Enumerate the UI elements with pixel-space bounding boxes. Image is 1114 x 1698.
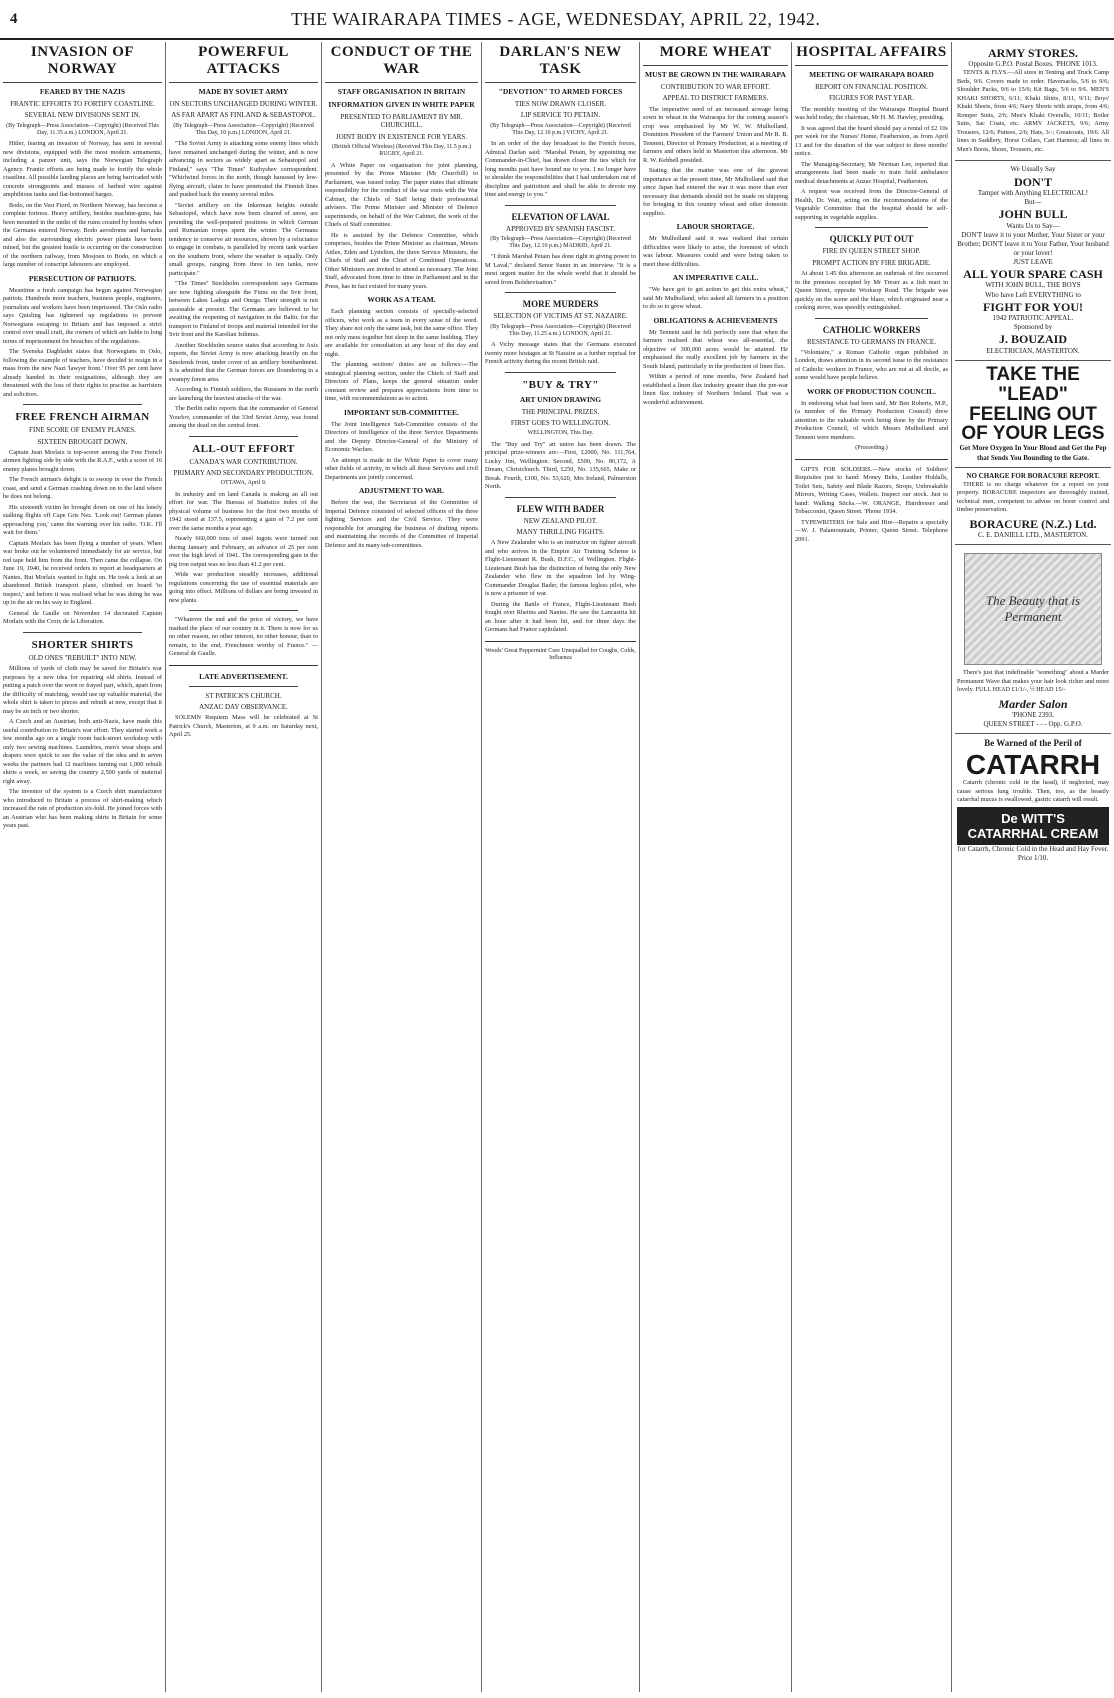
article-paragraph: According to Finnish soldiers, the Russians in the north are launching the heaviest attacks of the war.: [169, 386, 318, 402]
subheading: TIES NOW DRAWN CLOSER.: [514, 100, 607, 108]
ad-catarrh: [955, 734, 1111, 867]
article-paragraph: "We have got to get action to get this extra wheat," said Mr Mulholland, who asked all farmers in a position to do so to grow wheat.: [643, 286, 788, 311]
ad-line: Who have Left EVERYTHING to: [985, 290, 1081, 299]
article-paragraph: His sixteenth victim he brought down on one of his lonely stalking flights off Cape Gris Nez. 'Look out! German planes approaching you,' came the warning over his radio. 'O.K. I'll wait for them.': [3, 503, 162, 537]
section-heading: IMPORTANT SUB-COMMITTEE.: [344, 407, 459, 417]
column-conduct-of-the-war: [322, 42, 482, 1692]
headline: CATHOLIC WORKERS: [822, 324, 921, 335]
article-paragraph: A Czech and an Austrian, both anti-Nazis, have made this useful contribution to Britain's war effort. They started work a few months ago on a single room back-street workshop with only two sewing machines. Laundries, men's wear shops and drapers were quick to see the value of the idea and in seven weeks the partners had 12 machines turning out 1,000 rebuilt shirts a week, so saving the country 2,500 yards of material right away.: [3, 718, 162, 785]
ad-line: J. BOUZAID: [998, 332, 1067, 347]
article-paragraph: The Svenska Dagbladet states that Norwegians in Oslo, following the example of teachers, have decided to resign in a mass from the new Nazi 'lawyer front.' Over 95 per cent have already handed in their resignations, although they are threatened with the loss of their rights to practise as barristers and solicitors.: [3, 348, 162, 398]
section-heading: ADJUSTMENT TO WAR.: [358, 486, 445, 496]
article-paragraph: Captain Morlaix has been flying a number of years. When war broke out he volunteered immediately for air service, but red tape held him from the front. Then came the collapse. On June 19, 1940, he received orders to report at headquarters at Nantes. But Morlaix wanted to fight on. He took a look at an abandoned British transport plane, climbed on board 'to inspect,' and before it was realised what he was doing he was up in the air on his way to England.: [3, 539, 162, 607]
article-paragraph: Wide war production steadily increases, additional regulations concerning the use of essential materials are going into effect. Millions of dollars are being invested in new plants.: [169, 571, 318, 604]
dateline: (By Telegraph—Press Association—Copyright) (Received This Day, 11.25 a.m.) LONDON, April 21.: [490, 323, 631, 337]
ad-brand: [957, 807, 1109, 845]
ad-line: Tamper with Anything ELECTRICAL!: [977, 188, 1089, 197]
article-paragraph: The Berlin radio reports that the commander of General Yourlov, commander of the 33rd Soviet Army, was found among the dead on the central front.: [169, 405, 318, 430]
article-paragraph: A Vichy message states that the Germans executed twenty more hostages at St Nazaire as a further reprisal for French activity during the recent British raid.: [485, 341, 636, 366]
article-paragraph: The Joint Intelligence Sub-Committee consists of the Directors of Intelligence of the three Service Departments and the Deputy Director-General of the Ministry of Economic Warfare.: [325, 420, 478, 454]
section-heading: PERSECUTION OF PATRIOTS.: [28, 273, 137, 283]
subheading: CANADA'S WAR CONTRIBUTION.: [189, 457, 298, 466]
headline: HOSPITAL AFFAIRS: [795, 42, 948, 66]
article-paragraph: At about 1.45 this afternoon an outbreak of fire occurred in the premises occupied by Mr Treser as a fish mart in Queen Street, opposite Worksop Road. The brigade was quickly on the scene and the blaze, which originated near a cooking stove, was speedily extinguished.: [795, 270, 948, 312]
ad-line: DON'T leave it to your Mother, Your Sister or your Brother; DON'T leave it to Your Father, Your husband or your lover!: [957, 230, 1109, 257]
article-paragraph: "I think Marshal Petain has done right in giving power to M Laval," declared Senor Suner in an interview. "It is a most urgent matter for the whole world that it should be saved from Bolshevisation.": [485, 253, 636, 286]
article-paragraph: Meantime a fresh campaign has begun against Norwegian patriots. Hundreds more teachers, business people, engineers, journalists and workers have been imprisoned. The Oslo radio says Quisling has tightened up regulations to prevent Norwegians escaping to Britain and has imposed a strict control over small craft, the owners of which are liable to long terms of imprisonment for breaches of the regulations.: [3, 286, 162, 345]
divider: [815, 318, 928, 319]
headline: SHORTER SHIRTS: [31, 638, 134, 651]
proceeding-note: (Proceeding.): [855, 445, 888, 452]
subheading: APPEAL TO DISTRICT FARMERS.: [662, 94, 769, 103]
ad-address: QUEEN STREET - - - Opp. G.P.O.: [983, 720, 1083, 729]
brand-name: De WITT'S CATARRHAL CREAM: [967, 810, 1099, 841]
section-heading: LATE ADVERTISEMENT.: [199, 671, 288, 681]
subheading: PROMPT ACTION BY FIRE BRIGADE.: [812, 258, 931, 267]
article-paragraph: Another Stockholm source states that according to Axis reports, the Soviet Army is now attacking heavily on the Smolensk front, under cover of an artillery bombardment. It is admitted that the German forces are floundering in a swampy forest area.: [169, 341, 318, 383]
classified-ad: TYPEWRITERS for Sale and Hire—Repairs a specialty—W. J. Palamountain, Printer, Queen Street. Telephone 2091.: [795, 518, 948, 543]
article-paragraph: "Volontaire," a Roman Catholic organ published in London, draws attention in its second issue to the resistance of Catholic workers in France, who are not at all docile, as some would have people believe.: [795, 348, 948, 382]
article-paragraph: During the Battle of France, Flight-Lieutenant Bush fought over Rheims and Nantes. He saw the Lancastria hit an hour after it had been hit, and for three days the Germans had France capitulated.: [485, 600, 636, 634]
notice-paragraph: SOLEMN Requiem Mass will be celebrated at St Patrick's Church, Masterton, at 9 a.m. on Saturday next, April 25.: [169, 714, 318, 739]
subheading: ST PATRICK'S CHURCH.: [205, 691, 282, 700]
subheading: MUST BE GROWN IN THE WAIRARAPA: [645, 70, 786, 79]
divider: [505, 372, 616, 373]
article-paragraph: Captain Jean Morlaix is top-scorer among the Free French airmen fighting side by side with the R.A.F., with a score of 16 enemy planes brought down.: [3, 448, 162, 473]
divider: [189, 610, 298, 611]
divider: [815, 227, 928, 228]
dateline: WELLINGTON, This Day.: [527, 430, 594, 437]
divider: [189, 436, 298, 437]
subheading: MANY THRILLING FIGHTS.: [516, 528, 605, 537]
ad-footer: for Catarrh, Chronic Cold in the Head and Hay Fever. Price 1/10.: [957, 844, 1109, 862]
divider: [485, 641, 636, 642]
divider: [795, 459, 948, 460]
article-paragraph: He is assisted by the Defence Committee, which comprises, besides the Prime Minister as chairman, Messrs Attlee, Eden and Lyttelton, the three Service Ministers, the Chiefs of Staff and the Chief of Combined Operations. Other Ministers are invited to attend as necessary. The Joint Staff, advocated from time to time in Parliament and in the Press, has in fact existed for many years.: [325, 231, 478, 290]
article-paragraph: Stating that the matter was one of the gravest importance at the present time, Mr Mulholland said that since Japan had entered the war it was more than ever necessary that demands should not be made on shipping for bringing to this country wheat and other domestic supplies.: [643, 167, 788, 217]
column-more-wheat: [640, 42, 792, 1692]
subheading: INFORMATION GIVEN IN WHITE PAPER: [328, 100, 475, 109]
ad-line: JUST LEAVE: [1013, 257, 1053, 266]
ad-title: NO CHARGE FOR BORACURE REPORT.: [966, 471, 1100, 480]
column-hospital-affairs: [792, 42, 952, 1692]
masthead: [0, 0, 1114, 40]
headline: MORE WHEAT: [643, 42, 788, 66]
article-paragraph: It was agreed that the board should pay a rental of £2 10s per week for the Nurses' Home, Featherston, as from April 13 and for the duration of the war subject to three months' notice.: [795, 124, 948, 158]
article-paragraph: The French airman's delight is to swoop in over the French coast, and send a German crashing down on to the land where he does not belong.: [3, 476, 162, 501]
ad-brand: BORACURE (N.Z.) Ltd.: [969, 516, 1097, 531]
dateline: OTTAWA, April 9.: [220, 480, 267, 487]
article-paragraph: Each planning section consists of specially-selected officers, who work as a team in every sense of the word. They share not only the same task, but the same office. They not only mess together but sleep in the same building. They are available for consultation at any hour of the day and night.: [325, 308, 478, 358]
ad-line: ELECTRICIAN, MASTERTON.: [986, 346, 1080, 355]
ad-line: But—: [1024, 198, 1042, 207]
ad-line: Wants Us to Say—: [1006, 221, 1060, 230]
article-paragraph: "The Times" Stockholm correspondent says Germans are now fighting alongside the Finns on the Svir front, between Lakes Ladoga and Onega. Their strength is not assessable at present. The Germans are believed to be awaiting the reopening of navigation in the Baltic for the transport to Finland of troops and material intended for the Svir front and the Karelian Isthmus.: [169, 280, 318, 339]
ad-marder-salon: [955, 545, 1111, 734]
dateline: (By Telegraph—Press Association—Copyright) (Received This Day, 12.10 p.m.) VICHY, April 21.: [490, 122, 631, 136]
article-paragraph: Before the war, the Secretariat of the Committee of Imperial Defence consisted of selected officers of the three fighting Services and the Civil Service. They were responsible for arranging the business of drafting reports and maintaining the records of the Committee of Imperial Defence and its many sub-committees.: [325, 499, 478, 549]
subheading: FIRST GOES TO WELLINGTON.: [510, 419, 611, 428]
subheading: FINE SCORE OF ENEMY PLANES.: [29, 426, 136, 435]
article-paragraph: General de Gaulle on November 14 decorated Captain Morlaix with the Croix de la Liberation.: [3, 609, 162, 626]
article-paragraph: The imperative need of an increased acreage being sown in wheat in the Wairarapa for the coming season's crop was emphasised by Mr W. W. Mulholland, Dominion President of the Farmers' Union and Mr R. B. Tennent, Director of Primary Production, at a meeting of farmers and others held in Masterton this afternoon. Mr R. W. Kebbell presided.: [643, 105, 788, 164]
article-paragraph: A White Paper on organisation for joint planning, presented by the Prime Minister (Mr Churchill) to Parliament, was issued today. The paper states that ultimate responsibility for the conduct of the war rests with the War Cabinet, the Chiefs of Staff being their professional advisers. The Prime Minister and Minister of Defence superintends, on behalf of the War Cabinet, the work of the Chiefs of Staff committee.: [325, 161, 478, 229]
headline: DARLAN'S NEW TASK: [485, 42, 636, 83]
ad-text: Get More Oxygen In Your Blood and Get the Pep that Sends You Bounding to the Gate.: [959, 444, 1107, 462]
article-paragraph: Mr Tennent said he felt perfectly sure that when the farmers realised that wheat was all-essential, the objective of 300,000 acres would be attained. He emphasised the really excellent job by farmers in the South Island, particularly in the production of linen flax.: [643, 328, 788, 370]
subheading: NEW ZEALAND PILOT.: [523, 516, 598, 525]
article-paragraph: Hitler, fearing an invasion of Norway, has sent in several new divisions, equipped with the most modern armaments, including a panzer unit, says the Norwegian Telegraph Agency. Frantic efforts are being made to fortify the whole coastline. All possible landing places are being barricaded with concrete strongpoints and masses of barbed wire against amphibious tanks and flat-bottomed barges.: [3, 140, 162, 199]
article-paragraph: An attempt is made in the White Paper to cover many other fields of activity, in which all these Services and civil Departments are jointly concerned.: [325, 456, 478, 481]
divider: [505, 205, 616, 206]
ad-line: ALL YOUR SPARE CASH: [963, 267, 1103, 282]
column-advertisements: [952, 42, 1114, 1692]
section-heading: OBLIGATIONS & ACHIEVEMENTS: [653, 315, 778, 325]
ad-line: We Usually Say: [1010, 165, 1056, 174]
headline: FLEW WITH BADER: [516, 503, 605, 514]
article-paragraph: In endorsing what had been said, Mr Ben Roberts, M.P., (a member of the Primary Production Council) drew attention to the valuable work being done by the Primary Production Council, of which Messrs Mulholland and Tennent were members.: [795, 399, 948, 441]
dateline: (By Telegraph—Press Association—Copyright) (Received This Day, 10 p.m.) LONDON, April 21.: [173, 122, 314, 136]
ad-line: DON'T: [1013, 174, 1052, 189]
ad-text: There's just that indefinable "something" about a Marder Permanent Wave that makes your hair look richer and more lovely. FULL HEAD £1/1/-, ½ HEAD 15/-: [957, 669, 1109, 694]
headline: POWERFUL ATTACKS: [169, 42, 318, 83]
headline: ALL-OUT EFFORT: [192, 442, 295, 455]
article-paragraph: In an order of the day broadcast to the French forces, Admiral Darlan said: "Marshal Petain, by appointing me Commander-in-Chief, has drawn closer the ties which for long months past have bound me to you. I no longer have to shoulder the responsibilities that I had undertaken out of discipline and patriotism and shall be able to devote my time and energy to you.": [485, 140, 636, 199]
subheading: "DEVOTION" TO ARMED FORCES: [498, 87, 623, 96]
ad-title: TAKE THE "LEAD" FEELING OUT OF YOUR LEGS: [961, 363, 1105, 445]
subheading: FIRE IN QUEEN STREET SHOP.: [822, 247, 921, 256]
subheading: ANZAC DAY OBSERVANCE.: [199, 703, 288, 712]
dateline: (By Telegraph—Press Association—Copyright) (Received This Day, 11.35 a.m.) LONDON, April 21.: [6, 122, 159, 136]
section-heading: WORK AS A TEAM.: [367, 295, 436, 305]
ad-army-stores: [955, 42, 1111, 161]
subheading: ART UNION DRAWING: [519, 394, 602, 404]
headline: FREE FRENCH AIRMAN: [15, 411, 150, 424]
dateline: (British Official Wireless) (Received This Day, 11.5 p.m.) RUGBY, April 21.: [332, 144, 471, 158]
ad-salon-name: Marder Salon: [998, 696, 1068, 711]
ad-agent: C. E. DANIELL LTD., MASTERTON.: [978, 531, 1088, 540]
subheading: SEVERAL NEW DIVISIONS SENT IN.: [24, 111, 141, 120]
article-paragraph: A request was received from the Director-General of Health, Dr. Watt, acting on the recommendations of the Vegetable Committee that the hospital should be self-supporting in vegetable supplies.: [795, 188, 948, 221]
subheading: SIXTEEN BROUGHT DOWN.: [37, 437, 128, 446]
article-paragraph: The monthly meeting of the Wairarapa Hospital Board was held today, the chairman, Mr H. M. Hawley, presiding.: [795, 105, 948, 122]
ad-script-heading: The Beauty that is Permanent: [985, 593, 1081, 625]
ad-line: Sponsored by: [1013, 323, 1053, 332]
ad-john-bull-patriotic-appeal: [955, 161, 1111, 360]
ad-title: ARMY STORES.: [987, 46, 1079, 60]
subheading: FRANTIC EFFORTS TO FORTIFY COASTLINE.: [10, 100, 155, 108]
article-paragraph: Within a period of nine months, New Zealand had established a linen flax industry greater than the pre-war linen flax industry of Northern Ireland. That was a wonderful achievement.: [643, 373, 788, 406]
divider: [505, 292, 616, 293]
classified-ad: GIFTS FOR SOLDIERS.—New stocks of Soldiers' Requisites just to hand: Money Belts, Leather Holdalls, Toilet Sets, Safety and Blade Razors, Strops, Unbreakable Mirrors, Writing Cases, Wallets. Inspect our stock. Just to hand: Walking Sticks.—W. ORANGE, Hairdresser and Tobacconist, Queen Street. 'Phone 1934.: [795, 465, 948, 516]
subheading: PRIMARY AND SECONDARY PRODUCTION.: [173, 469, 314, 478]
newspaper-title: THE WAIRARAPA TIMES - AGE, WEDNESDAY, APRIL 22, 1942.: [291, 8, 821, 29]
subheading: RESISTANCE TO GERMANS IN FRANCE.: [807, 337, 936, 346]
divider: [23, 632, 142, 633]
headline: MORE MURDERS: [522, 299, 599, 310]
column-invasion-of-norway: [0, 42, 166, 1692]
ad-line: FIGHT FOR YOU!: [982, 299, 1083, 314]
footer-advert: Woods' Great Peppermint Cure Unequalled for Coughs, Colds, Influenza: [485, 647, 636, 662]
ad-boracure: [955, 468, 1111, 546]
ad-text: Catarrh (chronic cold in the head), if neglected, may cause serious lung trouble. Then, too, as the beastly catarrhal mucus is swallowed, gastric catarrh will result.: [957, 779, 1109, 804]
subheading: STAFF ORGANISATION IN BRITAIN: [337, 87, 466, 96]
subheading: MEETING OF WAIRARAPA BOARD: [809, 70, 934, 79]
subheading: AS FAR APART AS FINLAND & SEBASTOPOL.: [171, 111, 316, 120]
subheading: APPROVED BY SPANISH FASCIST.: [506, 224, 615, 233]
article-paragraph: The "Buy and Try" art union has been drawn. The principal prize-winners are:—First, £2000, No. 111,764, Lucky Jim, Wellington. Second, £500, No. 80,172, A Dream, Christchurch. Third, £250, No. 135,665, Make or Break. Fourth, £100, No. 53,620, Mrs Ireland, Palmerston North.: [485, 440, 636, 491]
column-powerful-attacks: [166, 42, 322, 1692]
quotation: "Whatever the end and the price of victory, we have marked the place of our country in it. There is now for us no other reason, no other interest, no other honour, than to remain, to the end, Frenchmen worthy of France." —General de Gaulle.: [169, 616, 318, 658]
subheading: CONTRIBUTION TO WAR EFFORT.: [660, 83, 771, 91]
article-paragraph: A New Zealander who is an instructor on fighter aircraft and who arrives in the Empire Air Training Scheme is Flight-Lieutenant R. Bush, D.F.C., of Wellington. Flight-Lieutenant Bush has the distinction of being the only New Zealander who flew in the squadron led by Wing-Commander Douglas Bader, the famous legless pilot, who is now a prisoner of war.: [485, 539, 636, 598]
divider: [169, 665, 318, 666]
hair-illustration: [964, 553, 1103, 665]
article-paragraph: Mr Mulholland said it was realised that certain difficulties were likely to arise, the foremost of which was labour. Measures could and were being taken to meet these difficulties.: [643, 235, 788, 268]
subheading: THE PRINCIPAL PRIZES.: [521, 407, 600, 416]
headline: QUICKLY PUT OUT: [829, 234, 914, 245]
section-heading: LABOUR SHORTAGE.: [676, 222, 755, 232]
headline: "BUY & TRY": [522, 378, 599, 391]
article-paragraph: "The Soviet Army is attacking some enemy lines which have remained unchanged during the winter, and is now advancing in sectors as widely apart as Sebastopol and Finland," says "The Times" Kuibyshev correspondent. "Whirlwind forces in the north, though harassed by low-flying aircraft, claim to have penetrated the Finnish lines and pushed back the enemy several miles.: [169, 140, 318, 199]
ad-title: Be Warned of the Peril of: [984, 738, 1082, 749]
subheading: JOINT BODY IN EXISTENCE FOR YEARS.: [335, 132, 468, 141]
article-paragraph: The inventor of the system is a Czech shirt manufacturer who introduced to Britain a process of shirt-making which increased the rate of production six-fold. He joined forces with an Austrian who has been making shirts in Britain for some years past.: [3, 788, 162, 830]
article-paragraph: The Managing-Secretary, Mr Norman Lee, reported that arrangements had been made to train field ambulance medical detachments at Anzac Hospital, Featherston.: [795, 160, 948, 185]
dateline: (By Telegraph—Press Association—Copyright) (Received This Day, 12.10 p.m.) MADRID, April 21.: [490, 236, 631, 250]
subheading: FEARED BY THE NAZIS: [39, 87, 126, 96]
subheading: REPORT ON FINANCIAL POSITION.: [815, 83, 928, 91]
article-paragraph: "Soviet artillery on the Inkerman heights outside Sebastopol, which have now been cleared of snow, are pounding the well-prepared positions in which German and Rumanian troops spent the winter. The Germans tendency to conserve air resources, shown by a reluctance to engage in combats, is paralleled by recent tank warfare on the southern front, where the weather is squally. Only small groups, ranging from three to ten tanks, now participate.": [169, 201, 318, 277]
subheading: OLD ONES "REBUILT" INTO NEW.: [28, 653, 137, 662]
divider: [505, 497, 616, 498]
subheading: SELECTION OF VICTIMS AT ST. NAZAIRE.: [493, 312, 628, 321]
section-heading: AN IMPERATIVE CALL.: [672, 273, 759, 283]
ad-subtitle: Opposite G.P.O. Postal Boxes. 'PHONE 1013.: [968, 60, 1098, 69]
article-paragraph: In industry and on land Canada is making an all out effort for war. The Bureau of Statistics index of the physical volume of business for the first two months of 1942 stood at 137.5, representing a gain of 7.2 per cent over the same months a year ago.: [169, 490, 318, 532]
subheading: ON SECTORS UNCHANGED DURING WINTER.: [169, 100, 318, 108]
ad-title: CATARRH: [965, 748, 1101, 780]
newspaper-page: [0, 42, 1114, 1692]
subheading: LIP SERVICE TO PETAIN.: [520, 111, 601, 120]
page-number: 4: [10, 10, 18, 27]
ad-line: JOHN BULL: [998, 207, 1068, 222]
subheading: FIGURES FOR PAST YEAR.: [829, 94, 914, 103]
headline: ELEVATION OF LAVAL: [511, 211, 610, 222]
ad-line: WITH JOHN BULL, THE BOYS: [985, 281, 1081, 290]
article-paragraph: Bodo, on the Vest Fiord, in Northern Norway, has become a complete fortress. Heavy artillery, besides machine-guns, has been mounted in the midst of the ruins created by bombs when the Germans entered Norway. Bodo aerodrome and barracks and also the surrounding electric power plants have been mined, but the greatest hustle is occurring on the construction of the northern railway, from Mosjoen to Bodo, on which a large number of conscript labourers are employed.: [3, 201, 162, 269]
column-darlans-new-task: [482, 42, 640, 1692]
headline: INVASION OF NORWAY: [3, 42, 162, 83]
section-heading: WORK OF PRODUCTION COUNCIL.: [807, 386, 936, 396]
ad-text: TENTS & FLYS.—All sizes in Tenting and Truck Camp Beds, 9/6. Covers made to order. Haversacks, 5/6 to 9/6; Shoulder Packs, 9/6 to 15/6; Kit Bags, 5/6 to 9/6. MEN'S KHAKI SHORTS, 6/11; Khaki Shirts, 8/11, 9/11; Boys' Khaki Shorts, from 4/6; Navy Shorts with straps, from 4/6; Romper Suits, 2/6; Men's Khaki Overalls, 10/11; Boiler Suits, Sac Coats, etc. ARMY JACKETS, 9/6; Army Trousers, 12/6; Puttees, 2/6; Hats, 3/-; Greatcoats, 19/6. All lines in Saddlery, Horse Collars, Cart Harness; all lines in Men's Boots, Shoes, Trousers, etc.: [957, 69, 1109, 153]
article-paragraph: Nearly 660,000 tons of steel ingots were turned out during January and February, an advance of 25 per cent over the high level of 1941. The corresponding gain in the pig iron output was no less than 41.2 per cent.: [169, 535, 318, 568]
article-paragraph: The planning sections' duties are as follows:—The strategical planning section, under the Chiefs of Staff and Directors of Plans, keeps the general situation under constant review and prepares appreciations from time to time, with recommendations as to action.: [325, 361, 478, 403]
ad-text: THERE is no charge whatever for a report on your property. BORACURE inspectors are thoroughly trained, technical men, competent to advise on borer control and timber preservation.: [957, 480, 1109, 514]
ad-phone: 'PHONE 2393.: [1011, 711, 1055, 720]
headline: CONDUCT OF THE WAR: [325, 42, 478, 83]
subheading: MADE BY SOVIET ARMY: [198, 87, 289, 96]
article-paragraph: Millions of yards of cloth may be saved for Britain's war purposes by a new idea for repairing old shirts. Instead of putting a patch over the worn or frayed part, which, apart from the difficulty of matching, would use up valuable material, the whole shirt is taken to pieces and rebuilt at new, except that it may be an inch or two shorter.: [3, 665, 162, 715]
divider: [23, 404, 142, 405]
subheading: PRESENTED TO PARLIAMENT BY MR. CHURCHILL.: [340, 113, 463, 130]
ad-line: 1942 PATRIOTIC APPEAL.: [992, 313, 1074, 322]
ad-lead-feeling: [955, 361, 1111, 468]
divider: [189, 686, 298, 687]
